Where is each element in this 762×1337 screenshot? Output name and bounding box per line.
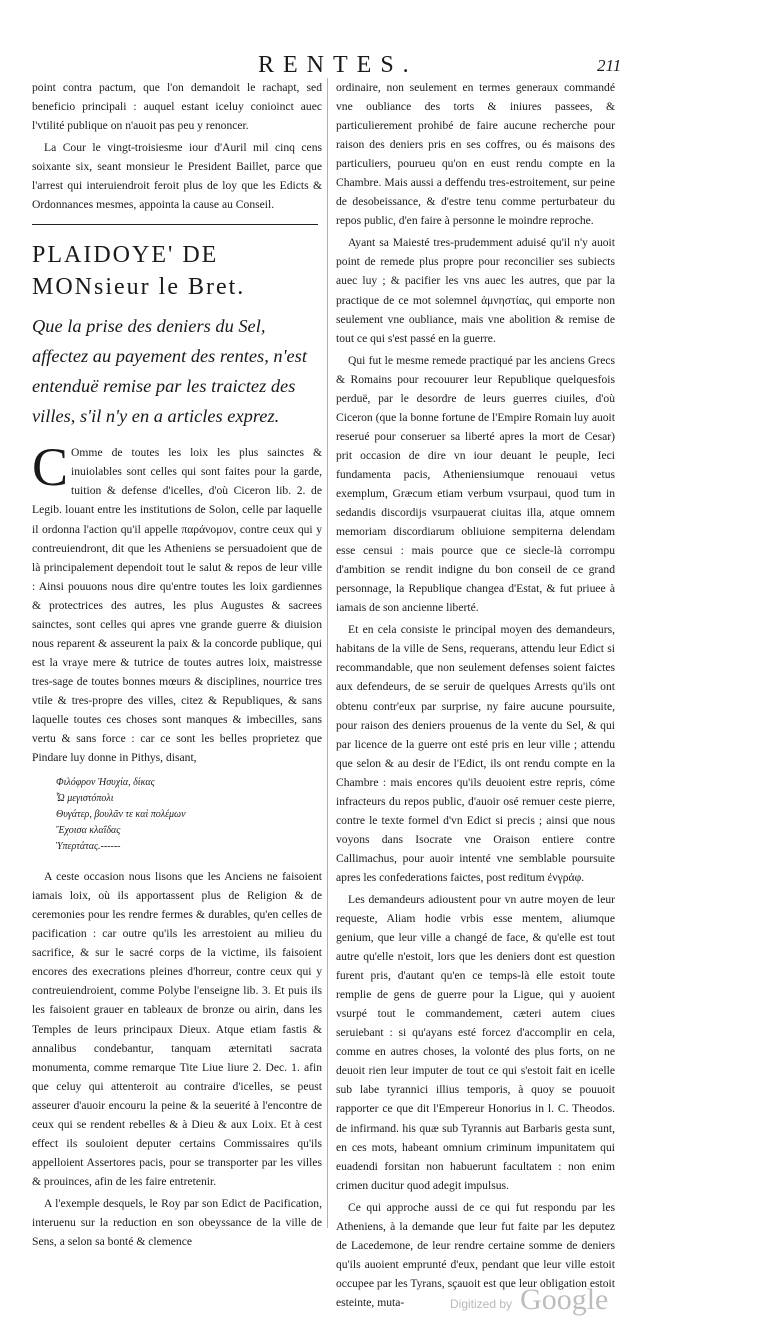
digitized-watermark (450, 1283, 608, 1323)
left-paragraph-3: COmme de toutes les loix les plus sainctes & inuiolables sont celles qui sont faites pour la garde, tuition & defense d'icelles, d'où Ciceron lib. 2. de Legib. louant entre les institutions de Solon, celle par laquelle il ordonna l'action qu'il appelle παράνομον, contre ceux qui y contreuiendront, dit que les Atheniens se persuadoient que de là principalement dependoit tout le salut & repos de leur ville : Ainsi pouuons nous dire qu'entre toutes les loix gardiennes & protectrices des autres, les plus Augustes & sacrees sainctes, sont celles qui apres vne grande guerre & diuision nous reparent & asseurent la paix & la concorde publique, qui est la vraye mere & tutrice de toutes autres loix, maistresse tres-sage de toutes bonnes mœurs & disciplines, nourrice tres vtile & tres-propre des villes, citez & Republiques, & sans laquelle toutes ces choses sont manques & imbecilles, sans vertu & sans force : car ce sont les belles proprietez que Pindare luy donne in Pithys, disant, (32, 437, 322, 765)
running-head (0, 52, 762, 80)
running-title: RENTES. (258, 52, 418, 78)
section-divider (32, 224, 318, 225)
left-paragraph-2: La Cour le vingt-troisiesme iour d'Auril mil cinq cens soixante six, seant monsieur le President Baillet, parce que l'arrest qui interuiendroit feroit plus de loy que les Edicts & Ordonnances mesmes, appointa la cause au Conseil. (32, 141, 322, 212)
google-logo: Google (520, 1283, 609, 1316)
left-paragraph-1: point contra pactum, que l'on demandoit le rachapt, sed beneficio principali : auquel estant iceluy conioinct auec l'vtilité publique on n'auoit pas peu y renoncer. (32, 81, 322, 133)
left-paragraph-4: A ceste occasion nous lisons que les Anciens ne faisoient iamais loix, où ils apportassent plus de Religion & de ceremonies pour les rendre fermes & durables, qu'en celles de pacification : car outre qu'ils les arrestoient au milieu du sacrifice, & sur le sacré corps de la victime, ils faisoient encores des execrations pleines d'horreur, contre ceux qui y contreuiendroient, comme Polybe l'enseigne lib. 3. Et puis ils les faisoient grauer en tableaux de bronze ou airin, dans les Temples de leurs principaux Dieux. Atque etiam fastis & annalibus condebantur, tanquam æternitati sacrata monumenta, comme remarque Tite Liue liure 2. Dec. 1. afin que celuy qui attenteroit au contraire d'icelles, se peust asseurer d'auoir encouru la peine & la seuerité à l'encontre de ceux qui se rendent rebelles & à Dieu & aux Loix. Et à cest effect ils souloient deputer certains Commissaires qu'ils appelloient Assertores pacis, pour se transporter par les villes & prouinces, afin de les faire entretenir. (32, 870, 322, 1188)
plaidoye-subtitle: Que la prise des deniers du Sel, affectez au payement des rentes, n'est entenduë remise par les traictez des villes, s'il n'y en a articles exprez. (32, 316, 307, 427)
page-number: 211 (597, 56, 622, 75)
right-column (336, 78, 615, 1315)
greek-verse-line: Ὑπερτάτας.------ (56, 841, 121, 853)
right-paragraph-6: Ce qui approche aussi de ce qui fut respondu par les Atheniens, à la demande que leur fut faite par les deputez de Lacedemone, de leur rendre certaine somme de deniers qu'ils auoient emprunté d'eux, pendant que leur ville estoit occupee par les Tyrans, sçauoit est que leur obligation estoit esteinte, muta- (336, 1200, 615, 1309)
greek-verse-line: Ἔχοισα κλαΐδας (56, 825, 121, 837)
left-paragraph-5: A l'exemple desquels, le Roy par son Edict de Pacification, interuenu sur la reduction en son obeyssance de la ville de Sens, a selon sa bonté & clemence (32, 1196, 322, 1249)
greek-verse-line: Ὦ μεγιστόπολι (56, 793, 114, 805)
plaidoye-title: PLAIDOYE' DE MONsieur le Bret. (32, 242, 246, 301)
right-paragraph-3: Qui fut le mesme remede practiqué par les anciens Grecs & Romains pour recouurer leur Republique quelquesfois perduë, par le desordre de leurs guerres ciuiles, d'où Ciceron (que la bonne fortune de l'Empire Romain luy auoit reserué pour conseruer sa liberté apres la mort de Cesar) prit occasion de dire vn iour deuant le peuple, Ieci fundamenta pacis, Atheniensiumque renouaui vetus exemplum, Græcum etiam verbum vsurpaui, quod tum in sedandis discordijs vsurpauerat ciuitas illa, atque omnem memoriam discordiarum obliuione sempiterna delendam esse censui : mais pource que ce siecle-là corrompu d'ambition se rendit indigne du bon conseil de ce grand personnage, la Republique changea d'Estat, & fut priuee à iamais de son ancienne liberté. (336, 353, 615, 615)
right-paragraph-2: Ayant sa Maiesté tres-prudemment aduisé qu'il n'y auoit point de remede plus propre pour reconcilier ses subiects auec luy ; & pacifier les vns auec les autres, que par la practique de ce mot solemnel ἀμνηστίας, qui emporte non seulement vne oubliance, mais vne abolition & remise de tout ce qui s'est passé en la guerre. (336, 236, 615, 345)
right-paragraph-4: Et en cela consiste le principal moyen des demandeurs, habitans de la ville de Sens, requerans, attendu leur Edict si recommandable, que non seulement defenses soient faictes aux defendeurs, de se seruir de quelques Arrests qu'ils ont obtenu contr'eux par surprise, ny faire aucune poursuite, pour raison des deniers prouenus de la vente du Sel, & qui par licence de la guerre ont esté pris en leur ville ; attendu que selon & au desir de l'Edict, ils ont rendu compte en la Chambre : mais encores qu'ils deuoient estre repris, cóme infracteurs du repos public, d'auoir osé remuer ceste pierre, contre le texte formel d'vn Edict si precis ; ainsi que nous voyons dans Isocrate vne Oraison entiere contre Callimachus, pour auoir intenté vne semblable poursuite apres les confederations faictes, post reditum ἐνγράφ. (336, 623, 615, 884)
digitized-by-label: Digitized by (450, 1297, 513, 1311)
greek-verse-line: Φιλόφρον Ἡσυχία, δίκας (56, 777, 155, 789)
left-column (32, 78, 322, 1254)
greek-verse-line: Θυγάτερ, βουλᾶν τε καὶ πολέμων (56, 809, 186, 821)
greek-verse-quote (32, 775, 322, 855)
column-divider (327, 78, 328, 1228)
right-paragraph-5: Les demandeurs adioustent pour vn autre moyen de leur requeste, Aliam hodie vrbis esse mentem, aliumque genium, que leur ville a changé de face, & qu'elle est tout autre qu'elle n'estoit, lors que les deniers dont est question furent pris, d'autant qu'en ce temps-là elle estoit toute remplie de gens de guerre pour la Ligue, qui y auoient vsurpé tout le commandement, cæteri autem ciues seruiebant : si qu'ayans esté forcez d'accomplir en cela, comme en autres choses, la volonté des plus forts, on ne deuoit rien leur imputer de tout ce qui s'estoit fait en icelle sub labe tyrannici illius temporis, à quoy se pouuoit rapporter ce que dit l'Empereur Honorius in l. C. Theodos. de infirmand. his quæ sub Tyrannis aut Barbaris gesta sunt, en ces mots, habeant omnium criminum impunitatem qui euadendi forsitan non habuerunt facultatem : non enim crimen ducitur quod adegit impulsus. (336, 892, 615, 1192)
right-paragraph-1: ordinaire, non seulement en termes generaux commandé vne oubliance des torts & iniures passees, & particulierement prohibé de faire aucune recherche pour raison des deniers pris en ses coffres, ou és maisons des particuliers, pourueu qu'on en eust rendu compte en la Chambre. Mais aussi a deffendu tres-estroitement, sur peine de desobeissance, & d'estre tenu comme perturbateur du repos public, d'en faire à personne le moindre reproche. (336, 81, 615, 228)
